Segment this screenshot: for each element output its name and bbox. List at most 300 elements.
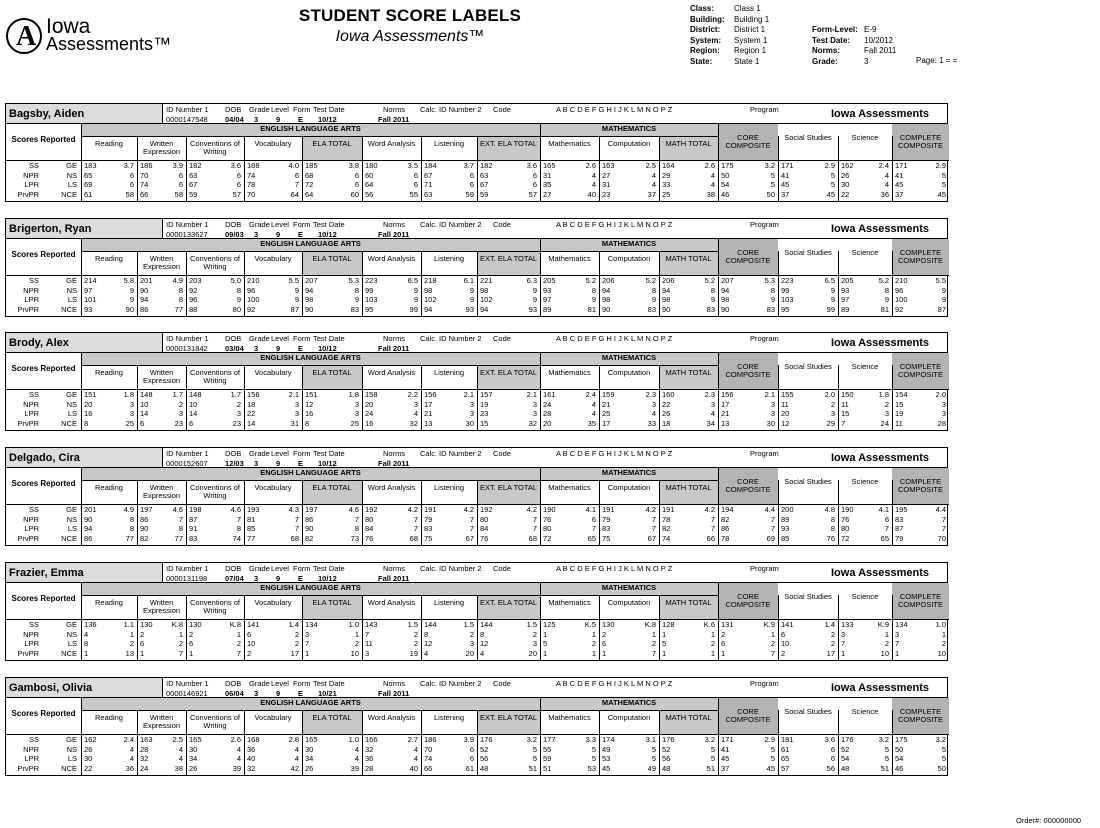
score-value: 8 [480, 629, 485, 639]
score-value: 141 [781, 620, 794, 629]
row-label: SS [28, 620, 39, 629]
column-header: Mathematics [548, 139, 591, 148]
score-value: 96 [189, 295, 198, 305]
score-value: 5.5 [935, 276, 946, 285]
score-value: 8 [178, 295, 183, 305]
student-id-info [163, 218, 813, 239]
score-value: 4 [710, 170, 715, 180]
column-header: COMPLETE COMPOSITE [897, 362, 943, 379]
score-value: 5.0 [230, 276, 241, 285]
score-value: 190 [841, 505, 854, 514]
score-value: 1 [602, 648, 607, 658]
score-value: 67 [424, 170, 433, 180]
row-label: LPR [24, 639, 39, 649]
score-value: 171 [781, 161, 794, 170]
column-divider [540, 710, 541, 775]
column-divider [421, 365, 422, 430]
column-header: EXT. ELA TOTAL [479, 254, 538, 263]
score-value: 17 [290, 648, 299, 658]
column-header: MATH TOTAL [665, 139, 712, 148]
score-value: 2 [591, 639, 596, 649]
score-value: 3.7 [463, 161, 474, 170]
score-value: 5 [591, 754, 596, 764]
score-value: 80 [480, 514, 489, 524]
score-value: 64 [365, 180, 374, 190]
logo-line1: Iowa [46, 15, 91, 38]
id-field: Test Date [313, 679, 345, 688]
score-value: 4 [591, 170, 596, 180]
score-value: 72 [305, 180, 314, 190]
score-value: 221 [480, 276, 493, 285]
score-value: 157 [480, 390, 493, 399]
column-divider [599, 480, 600, 545]
id-field: Fall 2011 [378, 459, 410, 468]
score-value: 12 [781, 418, 790, 428]
row-label: LS [67, 409, 77, 419]
column-divider [137, 710, 138, 775]
score-value: 5.2 [704, 276, 715, 285]
score-value: 5 [710, 754, 715, 764]
score-value: 90 [140, 285, 149, 295]
score-value: 2 [294, 629, 299, 639]
id-field: ID Number 1 [166, 679, 209, 688]
id-field: Form [293, 220, 311, 229]
column-header: Reading [95, 368, 123, 377]
score-value: 3 [236, 409, 241, 419]
column-divider [718, 353, 719, 365]
score-value: 93 [465, 304, 474, 314]
score-value: 45 [721, 754, 730, 764]
score-value: 2 [781, 648, 786, 658]
column-header: Listening [433, 483, 465, 492]
report-title: STUDENT SCORE LABELS [298, 6, 522, 25]
score-value: 36 [880, 189, 889, 199]
score-value: 83 [766, 304, 775, 314]
score-value: 4.1 [878, 505, 889, 514]
column-divider [718, 251, 719, 316]
id-field: Fall 2011 [378, 115, 410, 124]
score-value: 125 [543, 620, 556, 629]
score-value: 40 [587, 189, 596, 199]
column-divider [81, 583, 82, 660]
score-value: 1 [543, 629, 548, 639]
score-value: 2 [354, 639, 359, 649]
score-value: 76 [480, 533, 489, 543]
id-field: 03/04 [225, 344, 244, 353]
column-divider [838, 480, 839, 545]
score-value: 7 [354, 514, 359, 524]
score-value: 6 [469, 744, 474, 754]
score-value: 63 [480, 170, 489, 180]
score-value: 165 [189, 735, 202, 744]
info-row [690, 15, 769, 26]
score-value: 54 [721, 180, 730, 190]
score-grid [5, 698, 948, 776]
score-value: 92 [189, 285, 198, 295]
score-value: 90 [721, 304, 730, 314]
score-value: 53 [602, 754, 611, 764]
score-value: 20 [543, 418, 552, 428]
column-divider [778, 365, 779, 430]
score-value: 4 [710, 409, 715, 419]
score-value: 32 [365, 744, 374, 754]
score-value: 4.0 [288, 161, 299, 170]
score-value: 201 [84, 505, 97, 514]
score-value: 38 [174, 763, 183, 773]
score-value: 51 [528, 763, 537, 773]
score-value: 9 [413, 295, 418, 305]
info-key: Region: [690, 46, 720, 55]
score-value: 4 [884, 180, 889, 190]
score-value: 15 [841, 409, 850, 419]
score-value: 98 [721, 295, 730, 305]
score-value: 4.2 [645, 505, 656, 514]
score-value: 89 [841, 304, 850, 314]
score-value: 68 [305, 170, 314, 180]
row-label: GE [66, 620, 77, 629]
score-value: 6.5 [824, 276, 835, 285]
column-divider [599, 595, 600, 660]
id-field: Norms [383, 679, 406, 688]
score-value: 4 [884, 170, 889, 180]
score-value: 75 [424, 533, 433, 543]
score-value: 74 [424, 754, 433, 764]
report-info-left [690, 4, 769, 67]
id-field: Level [271, 220, 289, 229]
score-value: 1.4 [824, 620, 835, 629]
score-value: 2.1 [526, 390, 537, 399]
score-value: 94 [424, 304, 433, 314]
column-divider [540, 595, 541, 660]
score-value: 1.8 [878, 390, 889, 399]
score-value: 46 [895, 763, 904, 773]
score-value: 3 [895, 629, 900, 639]
id-field: 10/12 [318, 344, 337, 353]
column-header: EXT. ELA TOTAL [479, 598, 538, 607]
score-value: 45 [895, 180, 904, 190]
score-value: 4.6 [348, 505, 359, 514]
score-value: 143 [365, 620, 378, 629]
score-value: 85 [781, 533, 790, 543]
score-value: 46 [721, 189, 730, 199]
score-value: 5 [770, 744, 775, 754]
id-field: Level [271, 564, 289, 573]
score-value: 69 [84, 180, 93, 190]
score-value: 77 [174, 304, 183, 314]
row-label: PrvPR [17, 304, 39, 314]
column-header: Mathematics [548, 368, 591, 377]
score-value: 6 [236, 170, 241, 180]
score-value: 73 [350, 533, 359, 543]
score-value: 162 [84, 735, 97, 744]
id-field: Form [293, 105, 311, 114]
column-header: Science [851, 133, 879, 142]
column-header: Science [851, 707, 879, 716]
column-header: Conventions of Writing [189, 483, 241, 500]
score-value: 4.2 [704, 505, 715, 514]
score-value: 9 [294, 295, 299, 305]
score-value: 9 [236, 295, 241, 305]
score-value: 7 [294, 514, 299, 524]
column-divider [362, 251, 363, 316]
score-value: 3 [129, 409, 134, 419]
id-field: 06/04 [225, 689, 244, 698]
score-value: 4 [591, 180, 596, 190]
score-value: 90 [84, 514, 93, 524]
column-header: Reading [95, 713, 123, 722]
score-value: 72 [543, 533, 552, 543]
score-value: 2.9 [764, 735, 775, 744]
score-value: 130 [602, 620, 615, 629]
column-divider [540, 468, 541, 480]
page-number: Page: 1 = = [916, 56, 958, 65]
id-field: Code [493, 105, 511, 114]
id-field: Level [271, 105, 289, 114]
score-value: 2 [884, 639, 889, 649]
score-value: 2 [941, 639, 946, 649]
id-field: ID Number 1 [166, 220, 209, 229]
iowa-assessments-label: Iowa Assessments [813, 103, 948, 124]
row-label: LS [67, 524, 77, 534]
scores-reported-label: Scores Reported [11, 479, 76, 488]
score-value: 7 [591, 524, 596, 534]
column-divider [186, 136, 187, 201]
id-field: ID Number 2 [439, 105, 482, 114]
id-field: 3 [254, 689, 259, 698]
info-key: Grade: [812, 56, 838, 66]
score-value: 24 [543, 399, 552, 409]
column-divider [302, 710, 303, 775]
score-value: 3 [178, 409, 183, 419]
score-value: 75 [602, 533, 611, 543]
score-value: 2.5 [645, 161, 656, 170]
score-value: 3.2 [704, 735, 715, 744]
score-value: 37 [895, 189, 904, 199]
score-value: 3 [710, 399, 715, 409]
score-value: 78 [662, 514, 671, 524]
score-value: 128 [662, 620, 675, 629]
score-value: 1 [543, 648, 548, 658]
id-field: Grade [249, 220, 270, 229]
score-value: 131 [721, 620, 734, 629]
score-value: 1.8 [123, 390, 134, 399]
score-value: 71 [424, 180, 433, 190]
score-value: 3.9 [172, 161, 183, 170]
column-header: Computation [607, 368, 651, 377]
score-value: 5 [770, 180, 775, 190]
column-header: EXT. ELA TOTAL [479, 139, 538, 148]
column-divider [540, 124, 541, 136]
score-value: 3 [413, 399, 418, 409]
id-field: Grade [249, 105, 270, 114]
column-header: ELA TOTAL [312, 139, 352, 148]
score-value: 197 [305, 505, 318, 514]
info-value: 10/2012 [864, 35, 893, 45]
score-value: 59 [189, 189, 198, 199]
score-value: 84 [365, 524, 374, 534]
score-value: 17 [602, 418, 611, 428]
score-value: 166 [365, 735, 378, 744]
column-header: ELA TOTAL [312, 254, 352, 263]
id-field: Program [750, 105, 779, 114]
score-value: 1 [884, 629, 889, 639]
column-divider [186, 710, 187, 775]
score-value: 1.0 [935, 620, 946, 629]
row-label: SS [28, 161, 39, 170]
score-value: 88 [189, 304, 198, 314]
id-field: 10/12 [318, 115, 337, 124]
score-value: 4.2 [407, 505, 418, 514]
column-divider [81, 124, 82, 201]
score-value: 8 [770, 285, 775, 295]
score-value: 5 [941, 744, 946, 754]
column-header: Written Expression [142, 713, 181, 730]
score-value: 1.0 [348, 735, 359, 744]
score-value: 18 [662, 418, 671, 428]
score-value: 100 [247, 295, 260, 305]
column-divider [244, 480, 245, 545]
score-value: 78 [721, 533, 730, 543]
header-divider [81, 595, 718, 596]
score-value: 4.1 [585, 505, 596, 514]
score-value: 30 [305, 744, 314, 754]
score-value: 65 [84, 170, 93, 180]
id-field: 0000146921 [166, 689, 208, 698]
iowa-assessments-label: Iowa Assessments [813, 677, 948, 698]
score-value: 6 [413, 170, 418, 180]
column-divider [137, 136, 138, 201]
column-divider [137, 251, 138, 316]
score-value: 83 [424, 524, 433, 534]
score-value: 86 [84, 533, 93, 543]
score-value: 37 [647, 189, 656, 199]
score-value: 15 [480, 418, 489, 428]
info-key: District: [690, 25, 721, 34]
score-value: 98 [662, 295, 671, 305]
score-value: 52 [662, 744, 671, 754]
score-value: 6 [781, 629, 786, 639]
score-value: 5 [591, 744, 596, 754]
column-header: Mathematics [548, 254, 591, 263]
score-value: 10 [189, 399, 198, 409]
score-value: 7 [895, 639, 900, 649]
score-value: 9 [830, 285, 835, 295]
score-value: 90 [662, 304, 671, 314]
id-field: Grade [249, 564, 270, 573]
score-value: 48 [662, 763, 671, 773]
score-value: 25 [602, 409, 611, 419]
score-value: 195 [895, 505, 908, 514]
id-field: 9 [276, 574, 281, 583]
score-value: 174 [602, 735, 615, 744]
column-divider [186, 251, 187, 316]
score-value: 2.4 [585, 390, 596, 399]
score-value: 82 [721, 514, 730, 524]
score-value: 56 [662, 754, 671, 764]
score-value: 154 [895, 390, 908, 399]
score-value: 29 [662, 170, 671, 180]
scores-reported-label: Scores Reported [11, 364, 76, 373]
column-divider [778, 595, 779, 660]
score-value: 3 [365, 648, 370, 658]
column-divider [659, 136, 660, 201]
score-value: 103 [781, 295, 794, 305]
column-divider [718, 136, 719, 201]
score-value: 99 [826, 304, 835, 314]
ela-band: ENGLISH LANGUAGE ARTS [81, 124, 540, 136]
score-value: 193 [247, 505, 260, 514]
score-value: 6 [354, 180, 359, 190]
score-value: 98 [480, 285, 489, 295]
column-divider [137, 595, 138, 660]
id-field: 3 [254, 115, 259, 124]
column-divider [477, 595, 478, 660]
score-value: 194 [721, 505, 734, 514]
score-value: 55 [543, 744, 552, 754]
column-header: CORE COMPOSITE [725, 707, 771, 724]
score-value: 2.9 [824, 161, 835, 170]
column-header: Social Studies [784, 707, 832, 716]
score-value: 163 [140, 735, 153, 744]
score-value: 165 [543, 161, 556, 170]
score-value: 11 [841, 399, 849, 409]
score-value: 7 [413, 514, 418, 524]
score-value: 70 [140, 170, 149, 180]
score-value: 1 [354, 629, 359, 639]
score-value: 8 [305, 418, 310, 428]
column-header: Written Expression [142, 598, 181, 615]
score-value: K.8 [171, 620, 183, 629]
column-divider [137, 365, 138, 430]
score-value: 63 [424, 189, 433, 199]
score-value: 175 [721, 161, 734, 170]
score-value: 14 [189, 409, 198, 419]
column-header: Reading [95, 598, 123, 607]
column-header: CORE COMPOSITE [725, 248, 771, 265]
math-band: MATHEMATICS [540, 239, 718, 251]
score-value: 6 [247, 629, 252, 639]
score-value: 4 [480, 648, 485, 658]
score-value: 82 [662, 524, 671, 534]
score-value: 4 [413, 744, 418, 754]
column-header: EXT. ELA TOTAL [479, 483, 538, 492]
score-value: 96 [247, 285, 256, 295]
column-divider [659, 595, 660, 660]
score-value: 29 [826, 418, 835, 428]
score-value: 41 [781, 170, 790, 180]
score-value: 40 [247, 754, 256, 764]
iowa-assessments-label: Iowa Assessments [813, 332, 948, 353]
info-row [812, 25, 896, 36]
column-header: Word Analysis [367, 483, 416, 492]
info-key: Norms: [812, 46, 841, 55]
column-header: ELA TOTAL [312, 598, 352, 607]
id-field: DOB [225, 564, 242, 573]
score-value: 8 [354, 524, 359, 534]
column-divider [540, 136, 541, 201]
info-value: Fall 2011 [864, 46, 897, 55]
row-label: LS [67, 639, 77, 649]
score-value: 79 [424, 514, 433, 524]
column-divider [659, 480, 660, 545]
column-header: Mathematics [548, 598, 591, 607]
score-value: 7 [178, 514, 183, 524]
column-divider [718, 239, 719, 251]
column-header: ELA TOTAL [312, 713, 352, 722]
column-divider [718, 468, 719, 480]
column-header: MATH TOTAL [665, 254, 712, 263]
score-value: 130 [189, 620, 202, 629]
